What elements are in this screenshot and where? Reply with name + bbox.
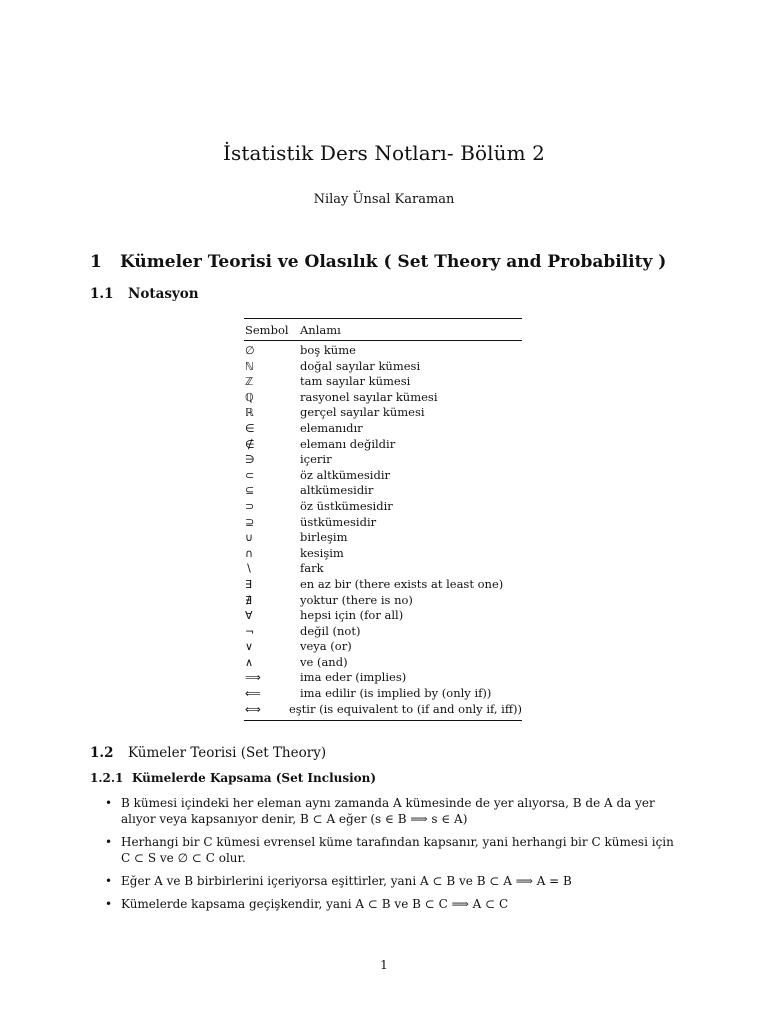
meaning-cell: öz altkümesidir (300, 467, 390, 482)
table-row (244, 624, 522, 640)
meaning-cell: ima eder (implies) (300, 670, 407, 685)
symbol-cell: ∧ (245, 655, 254, 669)
table-row (244, 577, 522, 593)
table-row (244, 483, 522, 499)
list-item (104, 873, 686, 889)
table-row (244, 639, 522, 655)
meaning-cell: fark (300, 561, 324, 576)
table-row (244, 437, 522, 453)
symbol-cell: ∃ (245, 577, 252, 591)
table-row (244, 561, 522, 577)
table-row (244, 390, 522, 406)
section-title: Kümeler Teorisi ve Olasılık ( Set Theory and Probability ) (120, 252, 667, 272)
meaning-cell: kesişim (300, 545, 344, 560)
meaning-cell: yoktur (there is no) (300, 592, 413, 607)
table-row (244, 468, 522, 484)
bullet-marker: • (105, 796, 113, 810)
meaning-cell: üstkümesidir (300, 514, 377, 529)
symbol-cell: ⊃ (245, 499, 255, 513)
list-item (104, 896, 686, 912)
notation-table (244, 318, 522, 721)
meaning-cell: değil (not) (300, 623, 361, 638)
symbol-cell: ⊂ (245, 468, 255, 482)
list-item-text: B kümesi içindeki her eleman aynı zamanda A kümesinde de yer alıyorsa, B de A da yer alıyor veya kapsanıyor denir, B ⊂ A eğer (s ∈ B ⟹ s ∈ A) (121, 796, 655, 826)
meaning-cell: elemanıdır (300, 420, 363, 435)
subsection-heading-set-theory (90, 745, 326, 761)
meaning-cell: boş küme (300, 343, 356, 357)
symbol-cell: ⟺ (245, 702, 261, 716)
subsection-number: 1.2 (90, 745, 114, 761)
meaning-cell: en az bir (there exists at least one) (300, 576, 504, 591)
symbol-cell: ⟸ (245, 687, 261, 701)
table-row (244, 608, 522, 624)
subsection-title: Kümeler Teorisi (Set Theory) (128, 745, 327, 761)
bullet-marker: • (105, 835, 113, 849)
meaning-cell: doğal sayılar kümesi (300, 358, 421, 373)
table-row (244, 546, 522, 562)
table-row (244, 655, 522, 671)
table-row (244, 499, 522, 515)
meaning-cell: tam sayılar kümesi (300, 374, 411, 389)
meaning-cell: rasyonel sayılar kümesi (300, 389, 438, 404)
meaning-cell: gerçel sayılar kümesi (300, 405, 425, 420)
symbol-cell: ∉ (245, 437, 255, 451)
subsection-number: 1.1 (90, 286, 114, 302)
symbol-cell: ∖ (245, 562, 253, 576)
document-author: Nilay Ünsal Karaman (313, 192, 455, 207)
subsubsection-number: 1.2.1 (90, 771, 124, 785)
meaning-cell: öz üstkümesidir (300, 498, 393, 513)
symbol-cell: ⊆ (245, 484, 255, 498)
symbol-cell: ℤ (245, 375, 254, 389)
meaning-cell: altkümesidir (300, 483, 374, 498)
meaning-cell: veya (or) (300, 639, 352, 654)
meaning-cell: birleşim (300, 530, 348, 545)
subsubsection-title: Kümelerde Kapsama (Set Inclusion) (132, 771, 377, 785)
meaning-cell: elemanı değildir (300, 436, 396, 451)
meaning-cell: içerir (300, 452, 332, 467)
subsection-title: Notasyon (128, 286, 199, 302)
symbol-cell: ℚ (245, 390, 254, 404)
symbol-cell: ⊇ (245, 515, 255, 529)
table-row (244, 670, 522, 686)
table-row (244, 452, 522, 468)
table-row (244, 686, 522, 702)
table-row (244, 702, 522, 718)
list-item (104, 795, 686, 827)
symbol-cell: ℕ (245, 359, 254, 373)
symbol-cell: ∩ (245, 546, 254, 560)
symbol-cell: ∋ (245, 453, 255, 467)
table-row (244, 593, 522, 609)
meaning-cell: eştir (is equivalent to (if and only if, iff)) (288, 701, 522, 716)
symbol-cell: ¬ (245, 624, 255, 638)
table-row (244, 515, 522, 531)
section-number: 1 (90, 252, 102, 272)
list-item-text: Eğer A ve B birbirlerini içeriyorsa eşittirler, yani A ⊂ B ve B ⊂ A ⟹ A = B (121, 874, 572, 888)
symbol-cell: ⟹ (245, 671, 261, 685)
table-row (244, 530, 522, 546)
bullet-marker: • (105, 874, 113, 888)
bullet-list (104, 795, 686, 919)
table-row (244, 374, 522, 390)
meaning-cell: hepsi için (for all) (300, 608, 404, 623)
notation-table-header (244, 319, 522, 341)
table-row (244, 343, 522, 359)
symbol-cell: ∪ (245, 531, 254, 545)
document-title: İstatistik Ders Notları- Bölüm 2 (222, 141, 546, 165)
symbol-cell: ∈ (245, 421, 255, 435)
table-row (244, 405, 522, 421)
section-heading (90, 252, 666, 272)
list-item (104, 834, 686, 866)
notation-table-body (244, 341, 522, 720)
page-number: 1 (380, 958, 388, 972)
bullet-marker: • (105, 897, 113, 911)
table-row (244, 421, 522, 437)
subsection-heading-notation (90, 286, 199, 302)
symbol-cell: ∨ (245, 640, 254, 654)
list-item-text: Kümelerde kapsama geçişkendir, yani A ⊂ B ve B ⊂ C ⟹ A ⊂ C (121, 897, 509, 911)
meaning-cell: ima edilir (is implied by (only if)) (300, 686, 492, 701)
symbol-cell: ∀ (245, 609, 253, 623)
table-row (244, 359, 522, 375)
meaning-cell: ve (and) (300, 654, 348, 669)
list-item-text: Herhangi bir C kümesi evrensel küme tarafından kapsanır, yani herhangi bir C kümesi için C ⊂ S ve ∅ ⊂ C olur. (121, 835, 674, 865)
symbol-cell: ∄ (245, 593, 252, 607)
symbol-cell: ∅ (245, 344, 255, 357)
header-symbol: Sembol (245, 322, 289, 337)
subsubsection-heading (90, 771, 376, 785)
header-meaning: Anlamı (300, 322, 341, 337)
symbol-cell: ℝ (245, 406, 254, 420)
